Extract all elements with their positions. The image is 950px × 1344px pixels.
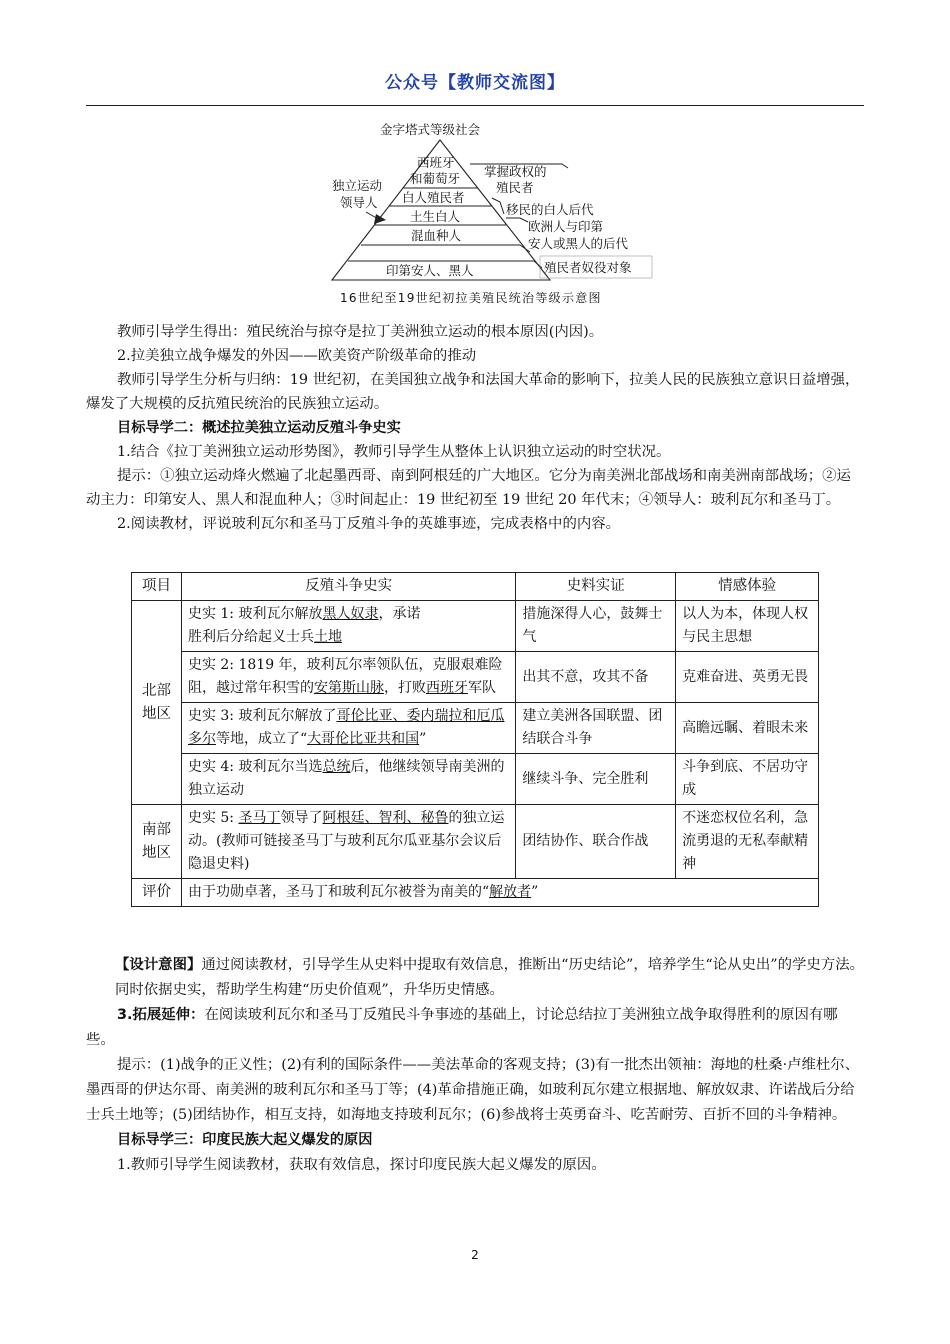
tier-1b: 和葡萄牙 — [410, 171, 461, 186]
proof-cell: 团结协作、联合作战 — [516, 805, 676, 879]
table-row — [132, 652, 819, 703]
right-label-1a: 掌握政权的 — [484, 164, 547, 179]
eval-cell: 由于功勋卓著，圣马丁和玻利瓦尔被誉为南美的“解放者” — [181, 879, 818, 907]
table-row-eval — [132, 879, 819, 907]
right-bracket-2 — [492, 198, 504, 214]
pyramid-svg — [320, 118, 660, 313]
th-emotion: 情感体验 — [676, 573, 819, 601]
tier-4: 混血种人 — [411, 228, 462, 243]
left-label-2: 领导人 — [340, 195, 378, 210]
design-intent — [115, 953, 864, 1003]
heading-goal-2: 目标导学二：概述拉美独立运动反殖斗争史实 — [117, 420, 401, 436]
right-label-1b: 殖民者 — [496, 180, 534, 195]
right-label-4: 殖民者奴役对象 — [544, 260, 632, 275]
para-3: 教师引导学生分析与归纳：19 世纪初，在美国独立战争和法国大革命的影响下，拉美人民的民族独立意识日益增强，爆发了大规模的反抗殖民统治的民族独立运动。 — [86, 372, 860, 412]
para-1: 教师引导学生得出：殖民统治与掠夺是拉丁美洲独立运动的根本原因(内因)。 — [117, 324, 604, 340]
left-label-1: 独立运动 — [332, 178, 383, 193]
pyramid-caption: 16世纪至19世纪初拉美殖民统治等级示意图 — [340, 291, 602, 305]
th-facts: 反殖斗争史实 — [181, 573, 515, 601]
right-label-3b: 安人或黑人的后代 — [528, 236, 629, 251]
design-text: 通过阅读教材，引导学生从史料中提取有效信息，推断出“历史结论”，培养学生“论从史出”的学史方法。同时依据史实，帮助学生构建“历史价值观”，升华历史情感。 — [115, 957, 864, 998]
proof-cell: 措施深得人心，鼓舞士气 — [516, 601, 676, 652]
heading-goal-3: 目标导学三：印度民族大起义爆发的原因 — [117, 1132, 373, 1148]
pyramid-title: 金字塔式等级社会 — [380, 122, 481, 137]
fact-cell: 史实 4: 玻利瓦尔当选总统后，他继续领导南美洲的独立运动 — [181, 754, 515, 805]
eval-label-cell: 评价 — [132, 879, 182, 907]
emotion-cell: 克难奋进、英勇无畏 — [676, 652, 819, 703]
table-header-row — [132, 573, 819, 601]
arrow-icon — [374, 214, 386, 224]
fact-cell: 史实 1: 玻利瓦尔解放黑人奴隶，承诺 胜利后分给起义士兵土地 — [181, 601, 515, 652]
fact-cell: 史实 5: 圣马丁领导了阿根廷、智利、秘鲁的独立运动。(教师可链接圣马丁与玻利瓦尔瓜亚基尔会议后隐退史料) — [181, 805, 515, 879]
fact-cell: 史实 2: 1819 年，玻利瓦尔率领队伍，克服艰难险阻，越过常年积雪的安第斯山脉，打败西班牙军队 — [181, 652, 515, 703]
para-6: 2.阅读教材，评说玻利瓦尔和圣马丁反殖斗争的英雄事迹，完成表格中的内容。 — [117, 516, 621, 532]
tier-1a: 西班牙 — [417, 155, 455, 170]
para-5: 提示：①独立运动烽火燃遍了北起墨西哥、南到阿根廷的广大地区。它分为南美洲北部战场和南美洲南部战场；②运动主力：印第安人、黑人和混血种人；③时间起止：19 世纪初至 19 世纪 20 年代末；④领导人：玻利瓦尔和圣马丁。 — [86, 468, 851, 508]
fact-cell: 史实 3: 玻利瓦尔解放了哥伦比亚、委内瑞拉和厄瓜多尔等地，成立了“大哥伦比亚共和国” — [181, 703, 515, 754]
page-number: 2 — [471, 1248, 479, 1262]
th-proof: 史料实证 — [516, 573, 676, 601]
tier-3: 土生白人 — [410, 209, 461, 224]
body-content — [86, 320, 864, 536]
emotion-cell: 高瞻远瞩、着眼未来 — [676, 703, 819, 754]
tier-5: 印第安人、黑人 — [386, 263, 474, 278]
extension-text: 在阅读玻利瓦尔和圣马丁反殖民斗争事迹的基础上，讨论总结拉丁美洲独立战争取得胜利的原因有哪些。 — [86, 1007, 838, 1048]
header-rule — [86, 105, 864, 106]
emotion-cell: 斗争到底、不居功守成 — [676, 754, 819, 805]
table-row — [132, 805, 819, 879]
page-header: 公众号【教师交流图】 — [385, 73, 565, 93]
emotion-cell: 不迷恋权位名利，急流勇退的无私奉献精神 — [676, 805, 819, 879]
table-row — [132, 703, 819, 754]
design-label: 【设计意图】 — [115, 957, 202, 973]
table-row — [132, 754, 819, 805]
right-bracket-5 — [534, 261, 542, 268]
south-region-cell: 南部地区 — [132, 805, 182, 879]
emotion-cell: 以人为本，体现人权与民主思想 — [676, 601, 819, 652]
right-label-3a: 欧洲人与印第 — [528, 219, 604, 234]
extension — [86, 1003, 864, 1053]
table-row — [132, 601, 819, 652]
right-label-2: 移民的白人后代 — [506, 202, 594, 217]
extension-label: 3.拓展延伸： — [117, 1007, 205, 1023]
right-bracket-3 — [506, 218, 528, 222]
tier-2: 白人殖民者 — [402, 190, 465, 205]
para-4: 1.结合《拉丁美洲独立运动形势图》，教师引导学生从整体上认识独立运动的时空状况。 — [117, 444, 671, 460]
hint-para: 提示：(1)战争的正义性；(2)有利的国际条件——美法革命的客观支持；(3)有一批杰出领袖：海地的杜桑·卢维杜尔、墨西哥的伊达尔哥、南美洲的玻利瓦尔和圣马丁等；(4)革命措施正确，如玻利瓦尔建立根据地、解放奴隶、许诺战后分给士兵土地等；(5)团结协作，相互支持，如海地支持玻利瓦尔；(6)参战将士英勇奋斗、吃苦耐劳、百折不回的斗争精神。 — [86, 1057, 860, 1123]
proof-cell: 建立美洲各国联盟、团结联合斗争 — [516, 703, 676, 754]
pyramid-diagram — [320, 118, 660, 313]
struggle-table — [131, 572, 819, 907]
proof-cell: 出其不意，攻其不备 — [516, 652, 676, 703]
last-para: 1.教师引导学生阅读教材，获取有效信息，探讨印度民族大起义爆发的原因。 — [117, 1157, 606, 1173]
after-table-content — [86, 953, 864, 1178]
proof-cell: 继续斗争、完全胜利 — [516, 754, 676, 805]
para-2: 2.拉美独立战争爆发的外因——欧美资产阶级革命的推动 — [117, 348, 477, 364]
north-region-cell: 北部地区 — [132, 601, 182, 805]
th-item: 项目 — [132, 573, 182, 601]
